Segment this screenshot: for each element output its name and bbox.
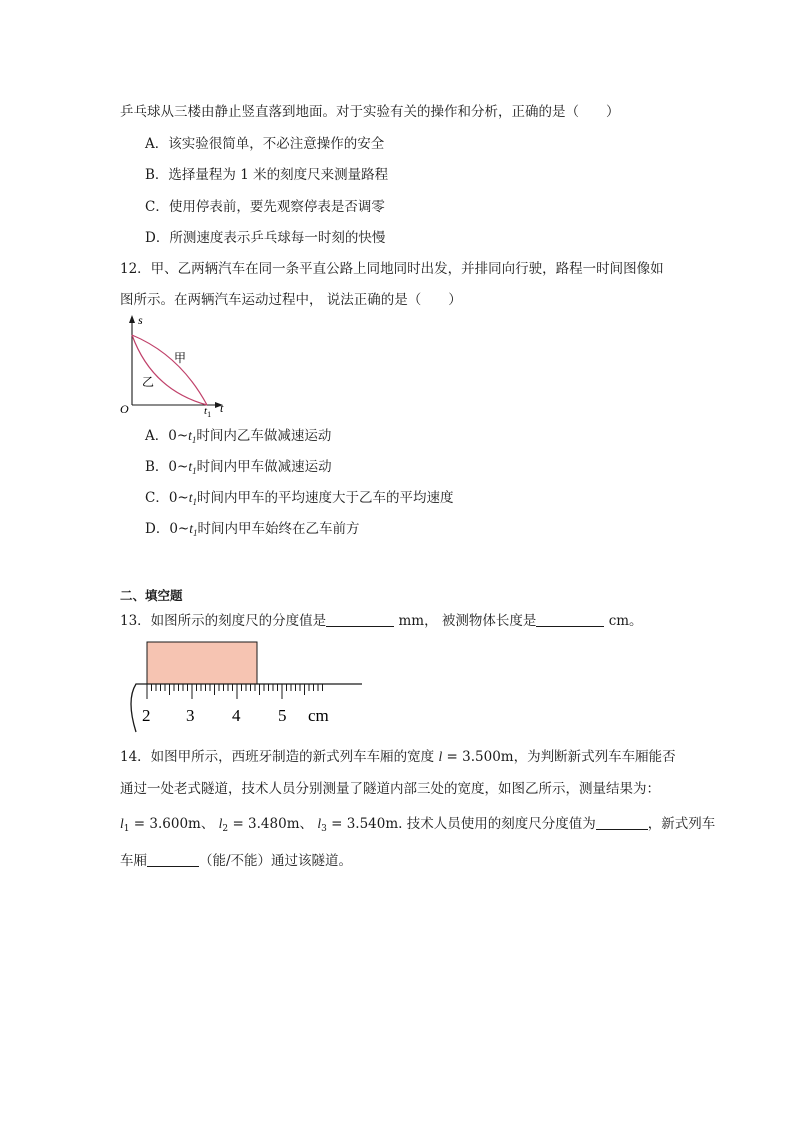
ruler-label-5: 5 — [278, 706, 287, 725]
q14-line2: 通过一处老式隧道，技术人员分别测量了隧道内部三处的宽度，如图乙所示，测量结果为： — [120, 781, 660, 797]
q14-line4: 车厢 （能/不能）通过该隧道。 — [120, 853, 353, 869]
curve-yi — [132, 335, 207, 405]
ruler-unit: cm — [308, 706, 329, 725]
q11-option-b: B．选择量程为 1 米的刻度尺来测量路程 — [145, 167, 389, 183]
q13-blank-2[interactable] — [536, 612, 604, 627]
ruler-ticks — [147, 684, 323, 699]
t-axis-label: t — [220, 401, 224, 415]
label-jia: 甲 — [174, 351, 187, 365]
q14-line3: $l_1 = 3.600m$、 $l_2 = 3.480m$、 $l_3 = 3.540m$. 技术人员使用的刻度尺分度值为 ，新式列车 — [120, 816, 716, 834]
q11-option-d: D．所测速度表示乒乓球每一时刻的快慢 — [145, 230, 386, 246]
q13-stem: 13．如图所示的刻度尺的分度值是 mm， 被测物体长度是 cm。 — [120, 613, 643, 629]
measured-block — [147, 642, 257, 684]
s-t-graph — [112, 310, 242, 420]
q14-blank-1[interactable] — [596, 815, 648, 830]
label-yi: 乙 — [142, 375, 155, 389]
ruler-label-3: 3 — [186, 706, 195, 725]
q14-blank-2[interactable] — [147, 852, 199, 867]
q14-line1: 14．如图甲所示，西班牙制造的新式列车车厢的宽度 l = 3.500m，为判断新式列车车厢能否 — [120, 749, 676, 765]
q11-option-c: C．使用停表前，要先观察停表是否调零 — [145, 199, 385, 215]
ruler-label-4: 4 — [232, 706, 241, 725]
q12-stem-line1: 12．甲、乙两辆汽车在同一条平直公路上同地同时出发，并排同向行驶，路程一时间图像如 — [120, 261, 664, 277]
s-axis-label: s — [138, 313, 143, 327]
q12-option-b: B．$0\sim t_1$时间内甲车做减速运动 — [145, 459, 332, 476]
q11-option-a: A．该实验很简单，不必注意操作的安全 — [145, 136, 385, 152]
s-axis-arrow — [129, 315, 135, 323]
curve-jia — [132, 335, 207, 405]
origin-label: O — [120, 402, 129, 416]
q13-blank-1[interactable] — [326, 612, 394, 627]
q12-option-c: C．$0\sim t_1$时间内甲车的平均速度大于乙车的平均速度 — [145, 490, 454, 507]
section-title: 二、填空题 — [120, 588, 183, 603]
ruler-figure — [118, 640, 368, 740]
ruler-label-2: 2 — [142, 706, 151, 725]
q11-stem: 乒乓球从三楼由静止竖直落到地面。对于实验有关的操作和分析，正确的是（ ） — [120, 104, 620, 120]
q12-option-d: D．$0\sim t_1$时间内甲车始终在乙车前方 — [145, 521, 360, 538]
q12-stem-line2: 图所示。在两辆汽车运动过程中， 说法正确的是（ ） — [120, 292, 462, 308]
q12-option-a: A．$0\sim t_1$时间内乙车做减速运动 — [145, 428, 332, 445]
t1-label: $t_1$ — [204, 405, 212, 419]
